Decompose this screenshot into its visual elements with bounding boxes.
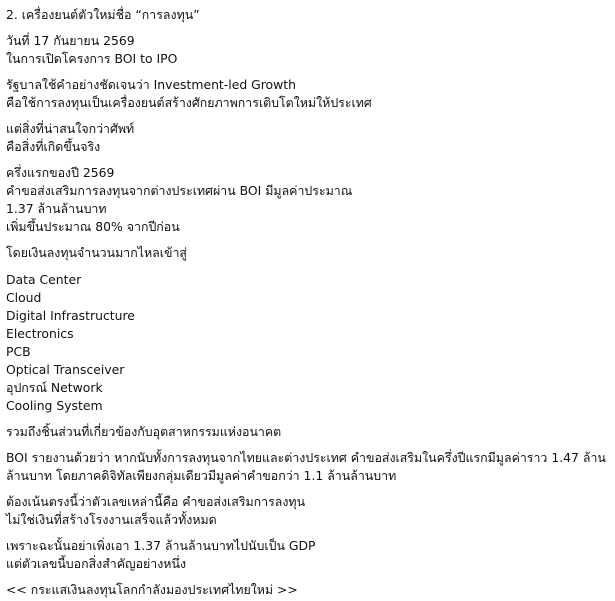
paragraph-interest — [6, 120, 609, 156]
list-item: Digital Infrastructure — [6, 308, 135, 323]
list-item: อุปกรณ์ Network — [6, 380, 103, 395]
emphasis-line-2: ไม่ใช่เงินที่สร้างโรงงานเสร็จแล้วทั้งหมด — [6, 512, 217, 527]
heading-text: 2. เครื่องยนต์ตัวใหม่ชื่อ “การลงทุน” — [6, 7, 200, 22]
government-line-2: คือใช้การลงทุนเป็นเครื่องยนต์สร้างศักยภาพการเติบโตใหม่ให้ประเทศ — [6, 95, 372, 110]
paragraph-first-half — [6, 164, 609, 236]
list-item: PCB — [6, 344, 31, 359]
sector-list — [6, 271, 609, 415]
event-line: ในการเปิดโครงการ BOI to IPO — [6, 51, 178, 66]
emphasis-line-1: ต้องเน้นตรงนี้ว่าตัวเลขเหล่านี้คือ คำขอส่งเสริมการลงทุน — [6, 494, 306, 509]
boi-report-line-1: BOI รายงานด้วยว่า หากนับทั้งการลงทุนจากไทยและต่างประเทศ คำขอส่งเสริมในครึ่งปีแรกมีมูลค่าราว 1.47 ล้าน — [6, 450, 606, 465]
paragraph-emphasis — [6, 493, 609, 529]
government-line-1: รัฐบาลใช้คำอย่างชัดเจนว่า Investment-led Growth — [6, 77, 296, 92]
paragraph-future-industry — [6, 423, 609, 441]
paragraph-government — [6, 76, 609, 112]
list-item: Electronics — [6, 326, 74, 341]
date-line: วันที่ 17 กันยายน 2569 — [6, 33, 135, 48]
paragraph-boi-report — [6, 449, 609, 485]
list-item: Data Center — [6, 272, 82, 287]
paragraph-gdp — [6, 537, 609, 573]
section-footer — [6, 581, 609, 599]
paragraph-flow — [6, 244, 609, 262]
paragraph-date — [6, 32, 609, 68]
interest-line-1: แต่สิ่งที่น่าสนใจกว่าศัพท์ — [6, 121, 135, 136]
first-half-line-2: คำขอส่งเสริมการลงทุนจากต่างประเทศผ่าน BOI มีมูลค่าประมาณ — [6, 183, 353, 198]
first-half-line-1: ครึ่งแรกของปี 2569 — [6, 165, 115, 180]
list-item: Optical Transceiver — [6, 362, 125, 377]
first-half-line-4: เพิ่มขึ้นประมาณ 80% จากปีก่อน — [6, 219, 180, 234]
first-half-line-3: 1.37 ล้านล้านบาท — [6, 201, 107, 216]
future-industry-line: รวมถึงชิ้นส่วนที่เกี่ยวข้องกับอุตสาหกรรมแห่งอนาคต — [6, 424, 282, 439]
gdp-line-2: แต่ตัวเลขนี้บอกสิ่งสำคัญอย่างหนึ่ง — [6, 556, 186, 571]
list-item: Cooling System — [6, 398, 103, 413]
section-heading — [6, 6, 609, 24]
flow-line: โดยเงินลงทุนจำนวนมากไหลเข้าสู่ — [6, 245, 187, 260]
gdp-line-1: เพราะฉะนั้นอย่าเพิ่งเอา 1.37 ล้านล้านบาทไปนับเป็น GDP — [6, 538, 316, 553]
list-item: Cloud — [6, 290, 42, 305]
interest-line-2: คือสิ่งที่เกิดขึ้นจริง — [6, 139, 101, 154]
footer-text: << กระแสเงินลงทุนโลกกำลังมองประเทศไทยใหม่ >> — [6, 582, 298, 597]
boi-report-line-2: ล้านบาท โดยภาคดิจิทัลเพียงกลุ่มเดียวมีมูลค่าคำขอกว่า 1.1 ล้านล้านบาท — [6, 468, 397, 483]
